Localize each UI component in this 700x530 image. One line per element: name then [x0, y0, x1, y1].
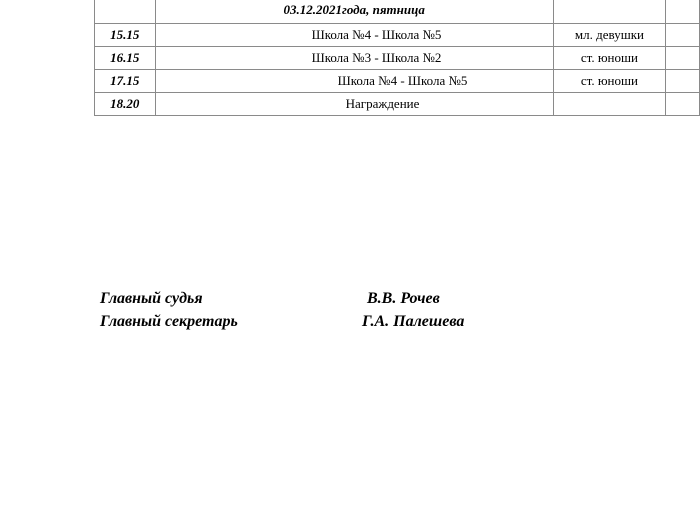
- date-row-category-cell: [553, 0, 665, 24]
- time-cell: 16.15: [95, 47, 156, 70]
- time-cell: 17.15: [95, 70, 156, 93]
- chief-judge-title: Главный судья: [100, 290, 203, 307]
- date-row-extra-cell: [666, 0, 700, 24]
- match-cell: Школа №4 - Школа №5: [155, 24, 553, 47]
- category-cell: мл. девушки: [553, 24, 665, 47]
- table-row: [95, 93, 700, 116]
- match-cell: Школа №4 - Школа №5: [155, 70, 553, 93]
- match-cell: Награждение: [155, 93, 553, 116]
- chief-judge-name: В.В. Рочев: [367, 290, 440, 307]
- table-row: [95, 70, 700, 93]
- date-row-time-cell: [95, 0, 156, 24]
- extra-cell: [666, 93, 700, 116]
- table-row: [95, 47, 700, 70]
- chief-secretary-name: Г.А. Палешева: [362, 313, 465, 330]
- chief-secretary-title: Главный секретарь: [100, 313, 238, 330]
- time-cell: 15.15: [95, 24, 156, 47]
- extra-cell: [666, 70, 700, 93]
- time-cell: 18.20: [95, 93, 156, 116]
- match-cell: Школа №3 - Школа №2: [155, 47, 553, 70]
- category-cell: ст. юноши: [553, 70, 665, 93]
- category-cell: [553, 93, 665, 116]
- date-heading: 03.12.2021года, пятница: [155, 0, 553, 24]
- schedule-table: [94, 0, 700, 116]
- extra-cell: [666, 47, 700, 70]
- date-row: [95, 0, 700, 24]
- category-cell: ст. юноши: [553, 47, 665, 70]
- table-row: [95, 24, 700, 47]
- extra-cell: [666, 24, 700, 47]
